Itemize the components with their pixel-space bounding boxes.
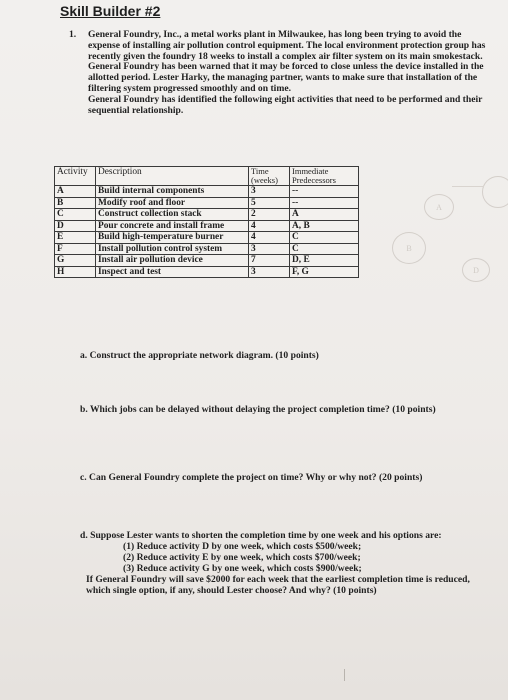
cell-time: 2 <box>249 209 290 221</box>
option-3: (3) Reduce activity G by one week, which costs $900/week; <box>123 563 362 574</box>
option-1: (1) Reduce activity D by one week, which costs $500/week; <box>123 541 362 552</box>
cell-activity: H <box>55 266 96 278</box>
cell-predecessors: -- <box>290 197 359 209</box>
faint-node-circle <box>482 176 508 208</box>
table-row <box>55 209 359 221</box>
question-b: b. Which jobs can be delayed without delaying the project completion time? (10 points) <box>80 404 436 415</box>
cell-description: Pour concrete and install frame <box>96 220 249 232</box>
question-c: c. Can General Foundry complete the project on time? Why or why not? (20 points) <box>80 472 423 483</box>
header-description: Description <box>96 167 249 186</box>
cell-description: Inspect and test <box>96 266 249 278</box>
cell-predecessors: C <box>290 232 359 244</box>
question-1-paragraph: General Foundry, Inc., a metal works plant in Milwaukee, has long been trying to avoid the expense of installing air pollution control equipment. The local environment protection group has recently given the foundry 18 weeks to install a complex air filter system on its main smokestack. General Foundry has been warned that it may be forced to close unless the device installed in the allotted period. Lester Harky, the managing partner, wants to make sure that installation of the filtering system progressed smoothly and on time. <box>88 29 486 94</box>
cell-activity: D <box>55 220 96 232</box>
cell-description: Install air pollution device <box>96 255 249 267</box>
cell-time: 3 <box>249 243 290 255</box>
cell-predecessors: C <box>290 243 359 255</box>
header-activity: Activity <box>55 167 96 186</box>
question-number: 1. <box>69 29 77 40</box>
cell-predecessors: -- <box>290 186 359 198</box>
cell-time: 5 <box>249 197 290 209</box>
cell-activity: F <box>55 243 96 255</box>
cell-predecessors: A <box>290 209 359 221</box>
cell-time: 4 <box>249 232 290 244</box>
table-row <box>55 232 359 244</box>
faint-node-circle: B <box>392 232 426 264</box>
table-row <box>55 220 359 232</box>
cell-description: Construct collection stack <box>96 209 249 221</box>
cell-activity: E <box>55 232 96 244</box>
question-1-paragraph-2: General Foundry has identified the following eight activities that need to be performed and their sequential relationship. <box>88 93 483 116</box>
table-header-row <box>55 167 359 186</box>
question-d <box>80 530 490 596</box>
faint-arrow-line <box>452 186 484 187</box>
cell-time: 3 <box>249 186 290 198</box>
cell-time: 7 <box>249 255 290 267</box>
table-row <box>55 266 359 278</box>
cell-description: Install pollution control system <box>96 243 249 255</box>
table-row <box>55 197 359 209</box>
activities-table <box>54 166 359 278</box>
cell-description: Modify roof and floor <box>96 197 249 209</box>
cell-activity: A <box>55 186 96 198</box>
faint-node-circle: D <box>462 258 490 282</box>
question-1 <box>69 29 492 116</box>
header-time: Time (weeks) <box>249 167 290 186</box>
question-d-options <box>80 541 490 574</box>
cell-predecessors: A, B <box>290 220 359 232</box>
table-row <box>55 255 359 267</box>
cell-predecessors: D, E <box>290 255 359 267</box>
cell-activity: G <box>55 255 96 267</box>
cell-description: Build internal components <box>96 186 249 198</box>
cell-description: Build high-temperature burner <box>96 232 249 244</box>
question-d-tail: If General Foundry will save $2000 for each week that the earliest completion time is reduced, which single option, if any, should Lester choose? And why? (10 points) <box>86 574 470 596</box>
cell-predecessors: F, G <box>290 266 359 278</box>
header-predecessors: Immediate Predecessors <box>290 167 359 186</box>
cell-time: 4 <box>249 220 290 232</box>
table-row <box>55 186 359 198</box>
cell-time: 3 <box>249 266 290 278</box>
cell-activity: B <box>55 197 96 209</box>
faint-node-circle: A <box>424 194 454 220</box>
pen-mark <box>344 669 345 681</box>
question-d-intro: d. Suppose Lester wants to shorten the completion time by one week and his options are: <box>80 530 442 541</box>
option-2: (2) Reduce activity E by one week, which costs $700/week; <box>123 552 361 563</box>
page-title: Skill Builder #2 <box>60 3 161 19</box>
cell-activity: C <box>55 209 96 221</box>
table-row <box>55 243 359 255</box>
question-a: a. Construct the appropriate network diagram. (10 points) <box>80 350 319 361</box>
